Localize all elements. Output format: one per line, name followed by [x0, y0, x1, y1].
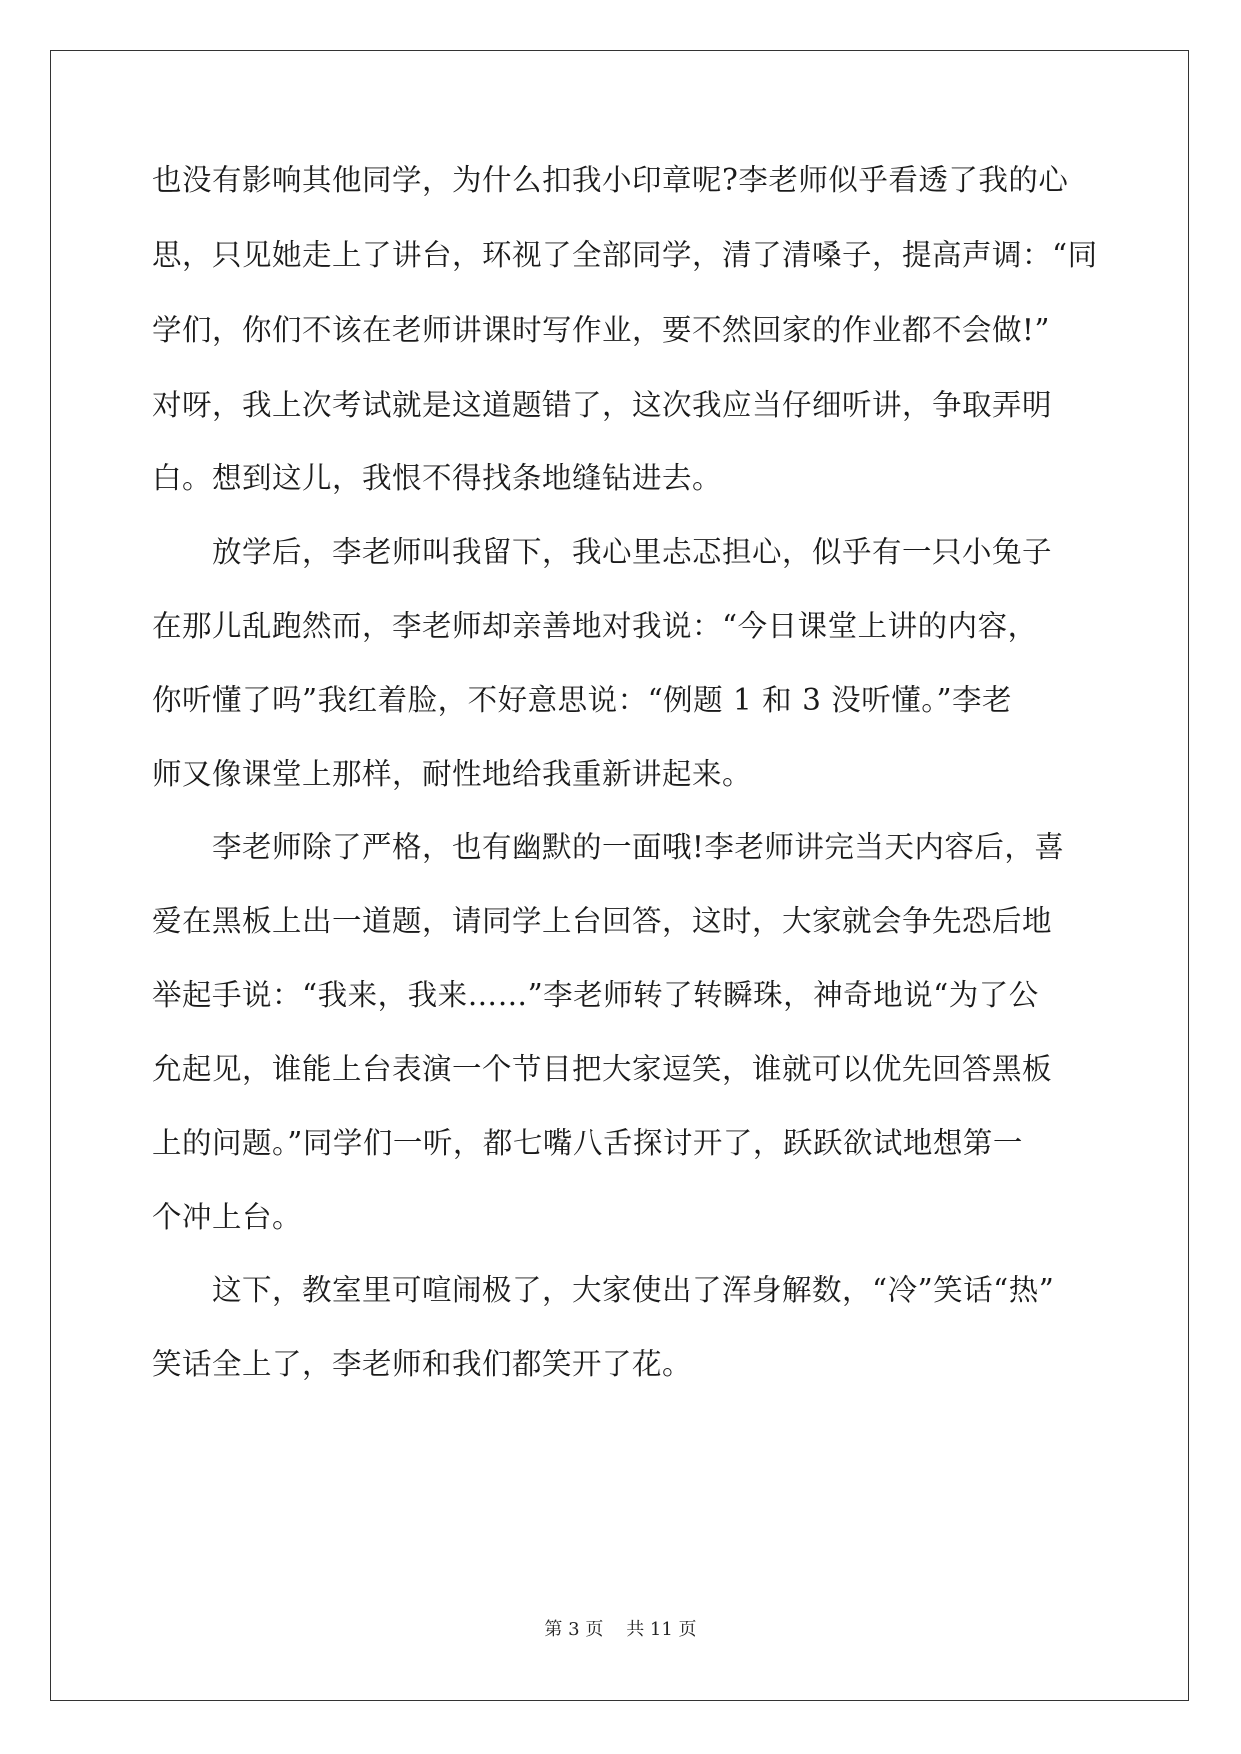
text-line: 上的问题。”同学们一听，都七嘴八舌探讨开了，跃跃欲试地想第一	[152, 1126, 1023, 1160]
text-line: 爱在黑板上出一道题，请同学上台回答，这时，大家就会争先恐后地	[152, 904, 1053, 938]
text-line: 师又像课堂上那样，耐性地给我重新讲起来。	[152, 757, 753, 791]
text-line: 思，只见她走上了讲台，环视了全部同学，清了清嗓子，提高声调：“同	[152, 238, 1098, 272]
page-number-footer: 第 3 页 共 11 页	[544, 1619, 697, 1640]
text-line: 白。想到这儿，我恨不得找条地缝钻进去。	[152, 461, 723, 495]
text-line: 允起见，谁能上台表演一个节目把大家逗笑，谁就可以优先回答黑板	[152, 1052, 1053, 1086]
page-border	[50, 50, 1189, 1701]
text-line: 举起手说：“我来，我来……”李老师转了转瞬珠，神奇地说“为了公	[152, 978, 1039, 1012]
text-line: 对呀，我上次考试就是这道题错了，这次我应当仔细听讲，争取弄明	[152, 388, 1053, 422]
paragraph-start-line: 李老师除了严格，也有幽默的一面哦!李老师讲完当天内容后，喜	[212, 830, 1065, 864]
text-line: 也没有影响其他同学，为什么扣我小印章呢?李老师似乎看透了我的心	[152, 163, 1069, 197]
paragraph-start-line: 放学后，李老师叫我留下，我心里忐忑担心，似乎有一只小兔子	[212, 535, 1053, 569]
text-line: 个冲上台。	[152, 1200, 303, 1234]
paragraph-start-line: 这下，教室里可喧闹极了，大家使出了浑身解数，“冷”笑话“热”	[212, 1273, 1055, 1307]
text-line: 笑话全上了，李老师和我们都笑开了花。	[152, 1347, 693, 1381]
text-line: 学们，你们不该在老师讲课时写作业，要不然回家的作业都不会做!”	[152, 313, 1050, 347]
text-line: 你听懂了吗”我红着脸，不好意思说：“例题 1 和 3 没听懂。”李老	[152, 683, 1013, 717]
text-line: 在那儿乱跑然而，李老师却亲善地对我说：“今日课堂上讲的内容，	[152, 609, 1038, 643]
